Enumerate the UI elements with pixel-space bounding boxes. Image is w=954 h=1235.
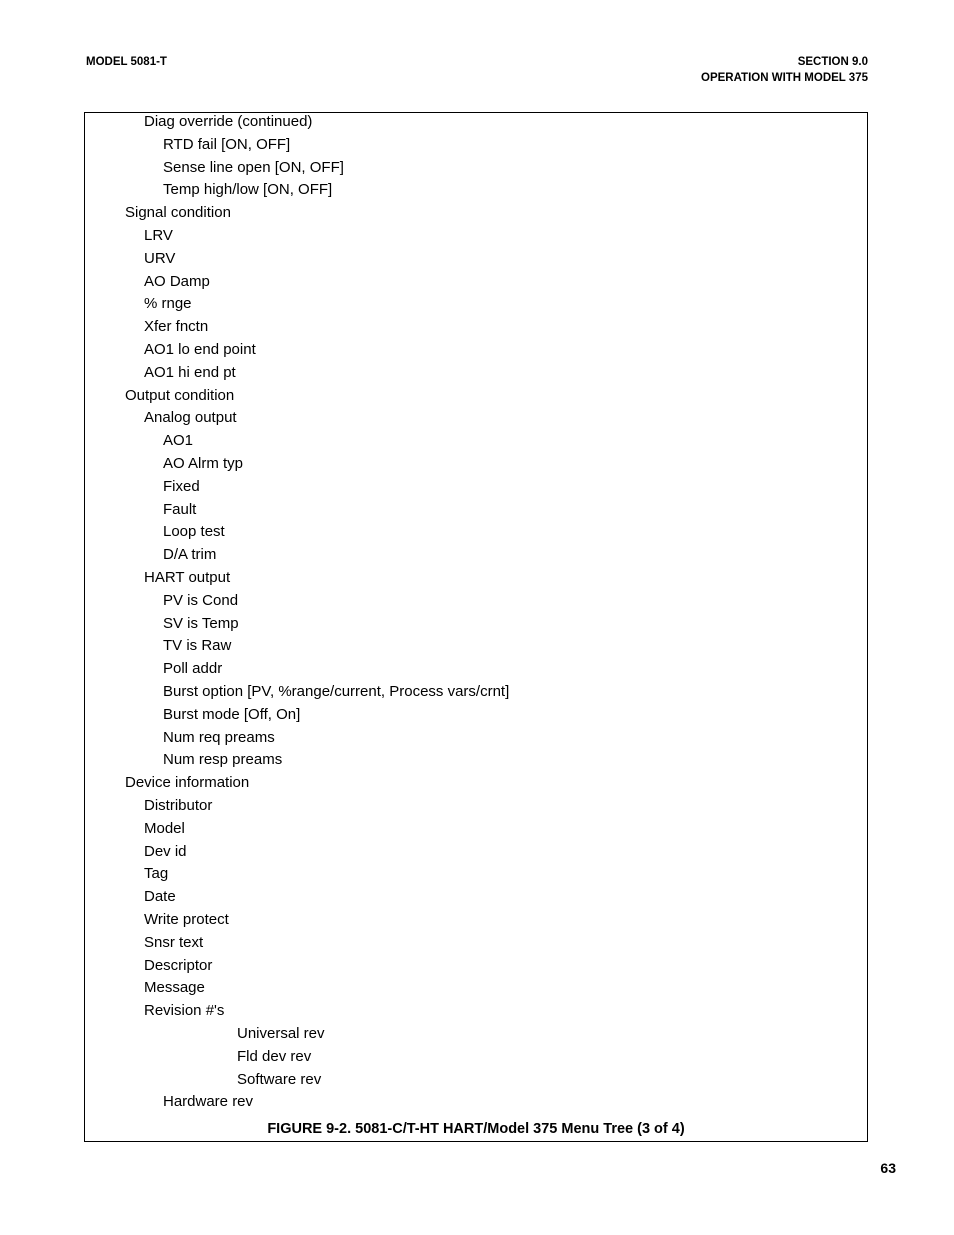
menu-tree-item: Snsr text — [144, 933, 204, 951]
menu-tree-item: Num req preams — [163, 728, 275, 746]
menu-tree-item: Fixed — [163, 477, 200, 495]
menu-tree-item: Message — [144, 979, 205, 997]
menu-tree-item: Poll addr — [163, 660, 223, 678]
menu-tree-item: Num resp preams — [163, 751, 283, 769]
page-number: 63 — [880, 1160, 896, 1176]
menu-tree-item: RTD fail [ON, OFF] — [163, 135, 291, 153]
figure-caption: FIGURE 9-2. 5081-C/T-HT HART/Model 375 Menu Tree (3 of 4) — [267, 1121, 685, 1137]
menu-tree-item: LRV — [144, 227, 173, 244]
menu-tree-item: Universal rev — [237, 1025, 325, 1042]
menu-tree-item: Signal condition — [125, 204, 231, 222]
menu-tree-item: % rnge — [144, 295, 192, 313]
menu-tree-item: Dev id — [144, 842, 187, 860]
menu-tree-item: Loop test — [163, 523, 225, 541]
menu-tree-item: Output condition — [125, 386, 235, 404]
menu-tree-item: Fault — [163, 500, 197, 518]
menu-tree-item: TV is Raw — [163, 637, 232, 655]
menu-tree-item: Fld dev rev — [237, 1047, 312, 1065]
menu-tree-item: Tag — [144, 865, 169, 883]
menu-tree-item: AO Alrm typ — [163, 455, 244, 472]
menu-tree-item: Revision #'s — [144, 1002, 225, 1020]
menu-tree-item: URV — [144, 249, 176, 267]
menu-tree-item: AO1 lo end point — [144, 341, 256, 358]
menu-tree-item: AO1 — [163, 432, 194, 450]
menu-tree-item: Software rev — [237, 1070, 322, 1088]
section-title: OPERATION WITH MODEL 375 — [701, 72, 868, 84]
menu-tree-figure — [84, 112, 868, 1142]
menu-tree-item: AO Damp — [144, 272, 210, 290]
menu-tree-item: PV is Cond — [163, 591, 239, 609]
menu-tree-item: HART output — [144, 569, 231, 586]
section-number: SECTION 9.0 — [797, 56, 868, 68]
menu-tree-item: Diag override (continued) — [144, 113, 313, 130]
menu-tree-item: Date — [144, 888, 176, 906]
menu-tree-item: Sense line open [ON, OFF] — [163, 158, 344, 176]
menu-tree-item: Xfer fnctn — [144, 318, 209, 336]
menu-tree-item: Write protect — [144, 911, 229, 928]
menu-tree-item: Distributor — [144, 797, 213, 814]
menu-tree-item: Descriptor — [144, 956, 213, 974]
menu-tree-item: Device information — [125, 774, 250, 792]
running-header-model: MODEL 5081-T — [86, 56, 167, 68]
menu-tree-item: Burst mode [Off, On] — [163, 705, 301, 723]
menu-tree-item: Burst option [PV, %range/current, Process vars/crnt] — [163, 683, 510, 700]
menu-tree-item: Model — [144, 819, 185, 837]
menu-tree-item: Analog output — [144, 409, 237, 427]
menu-tree-item: Hardware rev — [163, 1093, 254, 1111]
running-header-section — [701, 54, 868, 86]
menu-tree-item: SV is Temp — [163, 614, 239, 632]
menu-tree-item: D/A trim — [163, 546, 217, 564]
menu-tree-item: AO1 hi end pt — [144, 363, 236, 381]
menu-tree-item: Temp high/low [ON, OFF] — [163, 181, 333, 199]
